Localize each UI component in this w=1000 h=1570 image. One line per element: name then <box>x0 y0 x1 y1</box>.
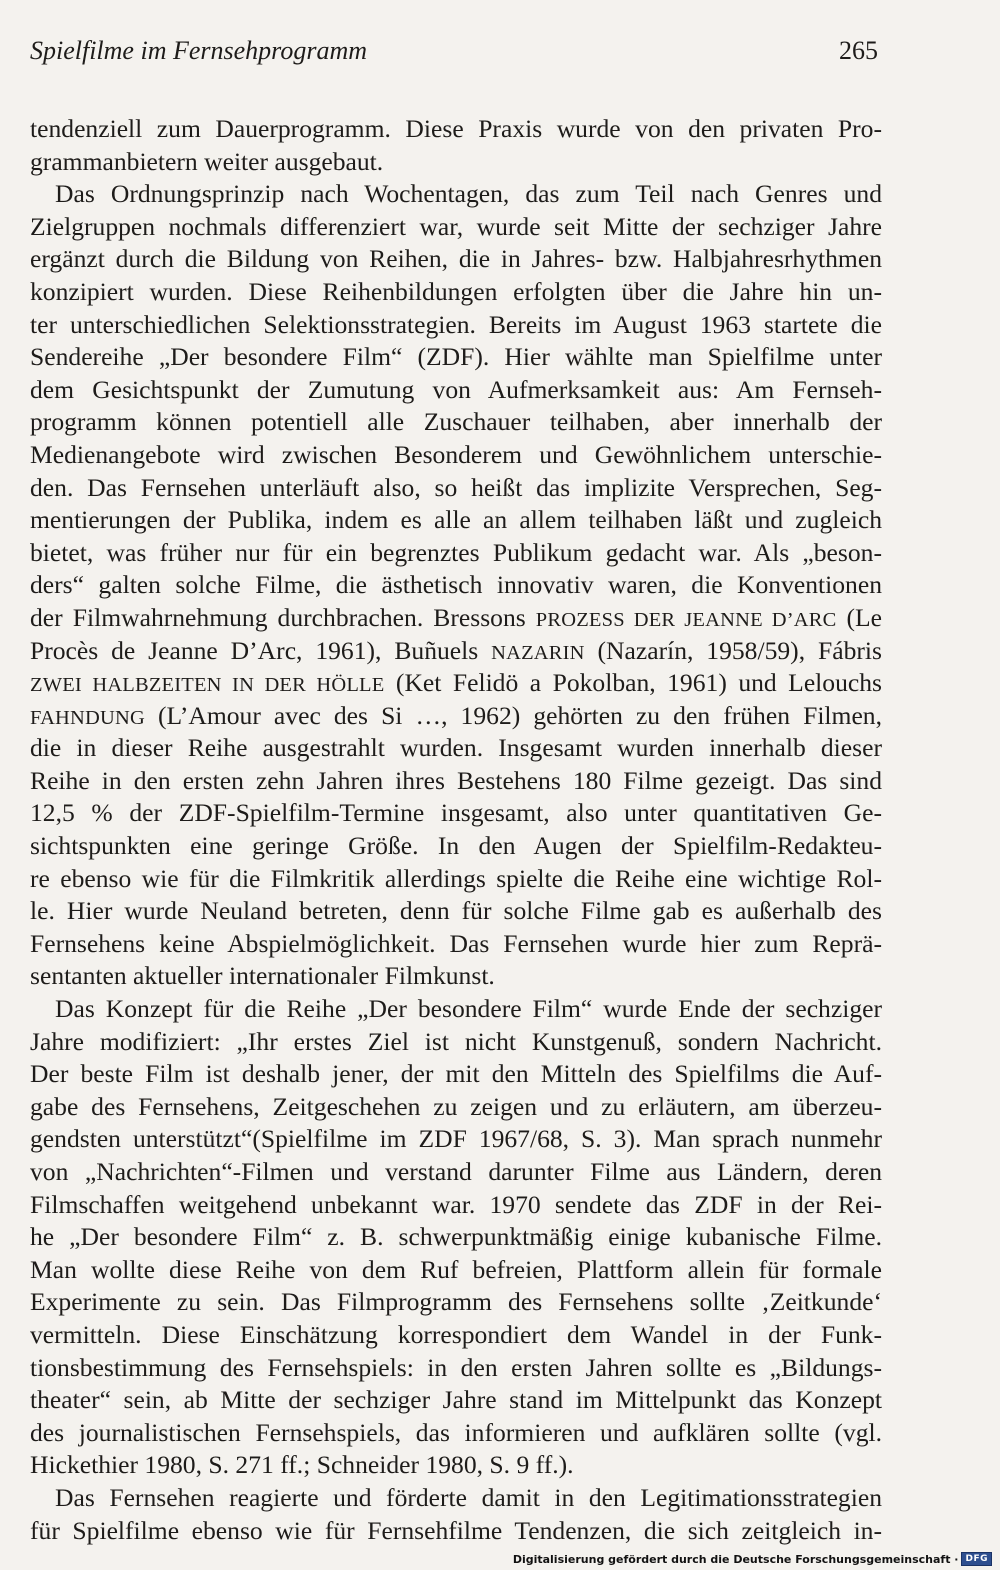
text-line: ter unterschiedlichen Selektionsstrategien. Bereits im August 1963 startete die <box>30 309 882 339</box>
film-title: FAHNDUNG <box>30 706 145 729</box>
text-line: Reihe in den ersten zehn Jahren ihres Bestehens 180 Filme gezeigt. Das sind <box>30 765 882 795</box>
dfg-logo: DFG <box>961 1552 992 1566</box>
text-line: Experimente zu sein. Das Filmprogramm des Fernsehens sollte ‚Zeitkunde‘ <box>30 1287 882 1317</box>
text-line: ders“ galten solche Filme, die ästhetisch innovativ waren, die Konventionen <box>30 570 882 600</box>
text-line: Sendereihe „Der besondere Film“ (ZDF). Hier wählte man Spielfilme unter <box>30 342 882 372</box>
text-run: Procès de Jeanne D’Arc, 1961), Buñuels <box>30 635 479 665</box>
text-line <box>30 700 882 733</box>
text-line: Hickethier 1980, S. 271 ff.; Schneider 1980, S. 9 ff.). <box>30 1450 574 1480</box>
text-line: des journalistischen Fernsehspiels, das informieren und aufklären sollte (vgl. <box>30 1417 882 1447</box>
credit-text: Digitalisierung gefördert durch die Deutsche Forschungsgemeinschaft · <box>512 1552 959 1566</box>
body-text <box>30 113 882 1547</box>
text-line: den. Das Fernsehen unterläuft also, so heißt das implizite Versprechen, Seg- <box>30 472 882 502</box>
digitization-credit <box>513 1552 992 1566</box>
text-line: für Spielfilme ebenso wie für Fernsehfilme Tendenzen, die sich zeitgleich in- <box>30 1515 882 1545</box>
text-line: 12,5 % der ZDF-Spielfilm-Termine insgesamt, also unter quantitativen Ge- <box>30 798 882 828</box>
text-line: programm können potentiell alle Zuschauer teilhaben, aber innerhalb der <box>30 407 882 437</box>
running-title: Spielfilme im Fernsehprogramm <box>30 36 367 65</box>
text-line: Das Fernsehen reagierte und förderte damit in den Legitimationsstrategien <box>55 1482 882 1512</box>
text-line: vermitteln. Diese Einschätzung korrespondiert dem Wandel in der Funk- <box>30 1319 882 1349</box>
text-line: sichtspunkten eine geringe Größe. In den Augen der Spielfilm-Redakteu- <box>30 831 882 861</box>
film-title: PROZESS DER JEANNE D’ARC <box>535 608 837 631</box>
text-line <box>30 635 882 668</box>
text-run: (Nazarín, 1958/59), Fábris <box>584 635 882 665</box>
text-line: he „Der besondere Film“ z. B. schwerpunktmäßig einige kubanische Filme. <box>30 1222 882 1252</box>
text-line: Das Konzept für die Reihe „Der besondere Film“ wurde Ende der sechziger <box>55 994 882 1024</box>
film-title: ZWEI HALBZEITEN IN DER HÖLLE <box>30 674 385 697</box>
running-head <box>30 36 878 66</box>
text-line: mentierungen der Publika, indem es alle an allem teilhaben läßt und zugleich <box>30 505 882 535</box>
text-line: Man wollte diese Reihe von dem Ruf befreien, Plattform allein für formale <box>30 1254 882 1284</box>
text-line: konzipiert wurden. Diese Reihenbildungen erfolgten über die Jahre hin un- <box>30 276 882 306</box>
text-run: (L’Amour avec des Si …, 1962) gehörten zu den frühen Filmen, <box>144 700 882 730</box>
text-line: Medienangebote wird zwischen Besonderem und Gewöhnlichem unterschie- <box>30 439 882 469</box>
film-title: NAZARIN <box>491 641 585 664</box>
text-run: (Ket Felidö a Pokolban, 1961) und Lelouchs <box>384 668 882 698</box>
text-line <box>30 602 882 635</box>
text-line <box>30 667 882 700</box>
text-line: Zielgruppen nochmals differenziert war, wurde seit Mitte der sechziger Jahre <box>30 211 882 241</box>
text-line: Der beste Film ist deshalb jener, der mit den Mitteln des Spielfilms die Auf- <box>30 1059 882 1089</box>
text-line: tendenziell zum Dauerprogramm. Diese Praxis wurde von den privaten Pro- <box>30 114 882 143</box>
text-line: Fernsehens keine Abspielmöglichkeit. Das Fernsehen wurde hier zum Reprä- <box>30 928 882 958</box>
text-line: Das Ordnungsprinzip nach Wochentagen, das zum Teil nach Genres und <box>55 179 882 209</box>
text-line: le. Hier wurde Neuland betreten, denn für solche Filme gab es außerhalb des <box>30 896 882 926</box>
text-line: gendsten unterstützt“(Spielfilme im ZDF 1967/68, S. 3). Man sprach nunmehr <box>30 1124 882 1154</box>
text-line: grammanbietern weiter ausgebaut. <box>30 146 384 176</box>
text-line: Filmschaffen weitgehend unbekannt war. 1970 sendete das ZDF in der Rei- <box>30 1189 882 1219</box>
page-number: 265 <box>839 36 878 65</box>
text-line: Jahre modifiziert: „Ihr erstes Ziel ist nicht Kunstgenuß, sondern Nachricht. <box>30 1026 882 1056</box>
text-line: die in dieser Reihe ausgestrahlt wurden. Insgesamt wurden innerhalb dieser <box>30 733 882 763</box>
text-line: ergänzt durch die Bildung von Reihen, die in Jahres- bzw. Halbjahresrhythmen <box>30 244 882 274</box>
text-line: tionsbestimmung des Fernsehspiels: in den ersten Jahren sollte es „Bildungs- <box>30 1352 882 1382</box>
text-line: sentanten aktueller internationaler Filmkunst. <box>30 961 495 991</box>
text-line: bietet, was früher nur für ein begrenztes Publikum gedacht war. Als „beson- <box>30 537 882 567</box>
text-line: dem Gesichtspunkt der Zumutung von Aufmerksamkeit aus: Am Fernseh- <box>30 374 882 404</box>
text-line: re ebenso wie für die Filmkritik allerdings spielte die Reihe eine wichtige Rol- <box>30 863 882 893</box>
text-run: (Le <box>836 602 883 632</box>
text-line: theater“ sein, ab Mitte der sechziger Jahre stand im Mittelpunkt das Konzept <box>30 1385 882 1415</box>
text-line: von „Nachrichten“-Filmen und verstand darunter Filme aus Ländern, deren <box>30 1157 882 1186</box>
text-run: der Filmwahrnehmung durchbrachen. Bressons <box>30 602 526 632</box>
text-line: gabe des Fernsehens, Zeitgeschehen zu zeigen und zu erläutern, am überzeu- <box>30 1091 882 1121</box>
